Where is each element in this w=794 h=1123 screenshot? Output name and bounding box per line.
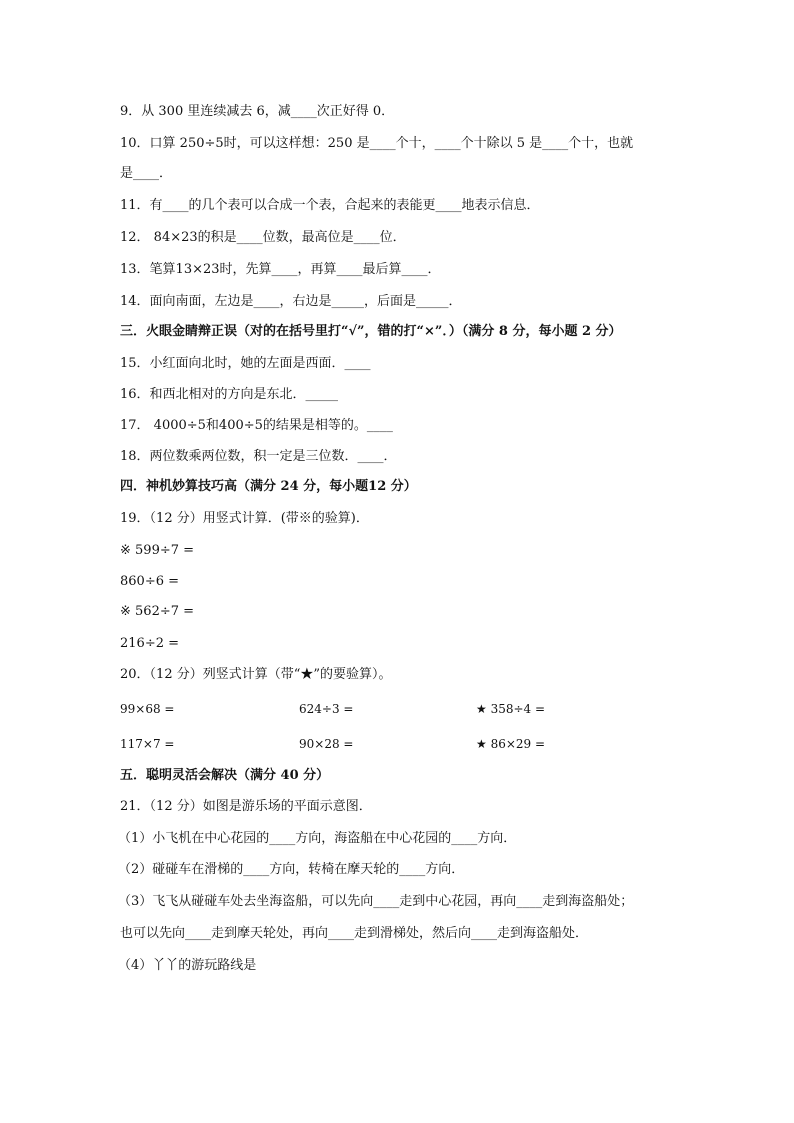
calc-cell: 624÷3 =: [299, 702, 354, 716]
q19-item-3: ※ 562÷7 =: [120, 604, 195, 619]
calc-cell: 99×68 =: [120, 702, 175, 716]
q21-part-2: （2）碰碰车在滑梯的____方向，转椅在摩天轮的____方向．: [118, 862, 465, 877]
calc-cell: ★ 358÷4 =: [476, 702, 546, 716]
q19-item-2: 860÷6 =: [120, 574, 180, 589]
question-18: 18．两位数乘两位数，积一定是三位数．____．: [120, 449, 397, 464]
q21-part-3-line2: 也可以先向____走到摩天轮处，再向____走到滑梯处，然后向____走到海盗船处．: [120, 926, 589, 941]
question-19: 19．（12 分）用竖式计算．(带※的验算)．: [120, 511, 369, 526]
section-5-heading: 五．聪明灵活会解决（满分 40 分）: [120, 768, 330, 783]
question-16: 16．和西北相对的方向是东北．_____: [120, 387, 339, 402]
question-15: 15．小红面向北时，她的左面是西面．____: [120, 356, 371, 371]
question-21: 21．（12 分）如图是游乐场的平面示意图．: [120, 799, 372, 814]
question-14: 14．面向南面，左边是____，右边是_____，后面是_____．: [120, 294, 462, 309]
q21-part-4: （4）丫丫的游玩路线是: [118, 958, 257, 973]
calc-cell: 90×28 =: [299, 737, 354, 751]
q21-part-1: （1）小飞机在中心花园的____方向，海盗船在中心花园的____方向．: [118, 831, 517, 846]
calc-cell: 117×7 =: [120, 737, 175, 751]
question-10-line2: 是____．: [120, 166, 173, 181]
q21-part-3-line1: （3）飞飞从碰碰车处去坐海盗船，可以先向____走到中心花园，再向____走到海盗船处；: [118, 894, 634, 909]
question-12: 12． 84×23的积是____位数，最高位是____位．: [120, 230, 406, 245]
calc-cell: ★ 86×29 =: [476, 737, 546, 751]
section-3-heading: 三．火眼金睛辩正误（对的在括号里打“√”，错的打“×”．）（满分 8 分，每小题 2 分）: [120, 324, 622, 339]
question-17: 17． 4000÷5和400÷5的结果是相等的。____: [120, 418, 393, 433]
q19-item-4: 216÷2 =: [120, 636, 180, 651]
question-10-line1: 10．口算 250÷5时，可以这样想：250 是____个十，____个十除以 5 是____个十，也就: [120, 136, 634, 151]
question-13: 13．笔算13×23时，先算____，再算____最后算____．: [120, 262, 441, 277]
question-9: 9．从 300 里连续减去 6，减____次正好得 0．: [120, 104, 395, 119]
question-11: 11．有____的几个表可以合成一个表，合起来的表能更____地表示信息．: [120, 198, 540, 213]
question-20: 20．（12 分）列竖式计算（带“★”的要验算）。: [120, 667, 392, 682]
section-4-heading: 四．神机妙算技巧高（满分 24 分，每小题12 分）: [120, 479, 417, 494]
q19-item-1: ※ 599÷7 =: [120, 543, 195, 558]
